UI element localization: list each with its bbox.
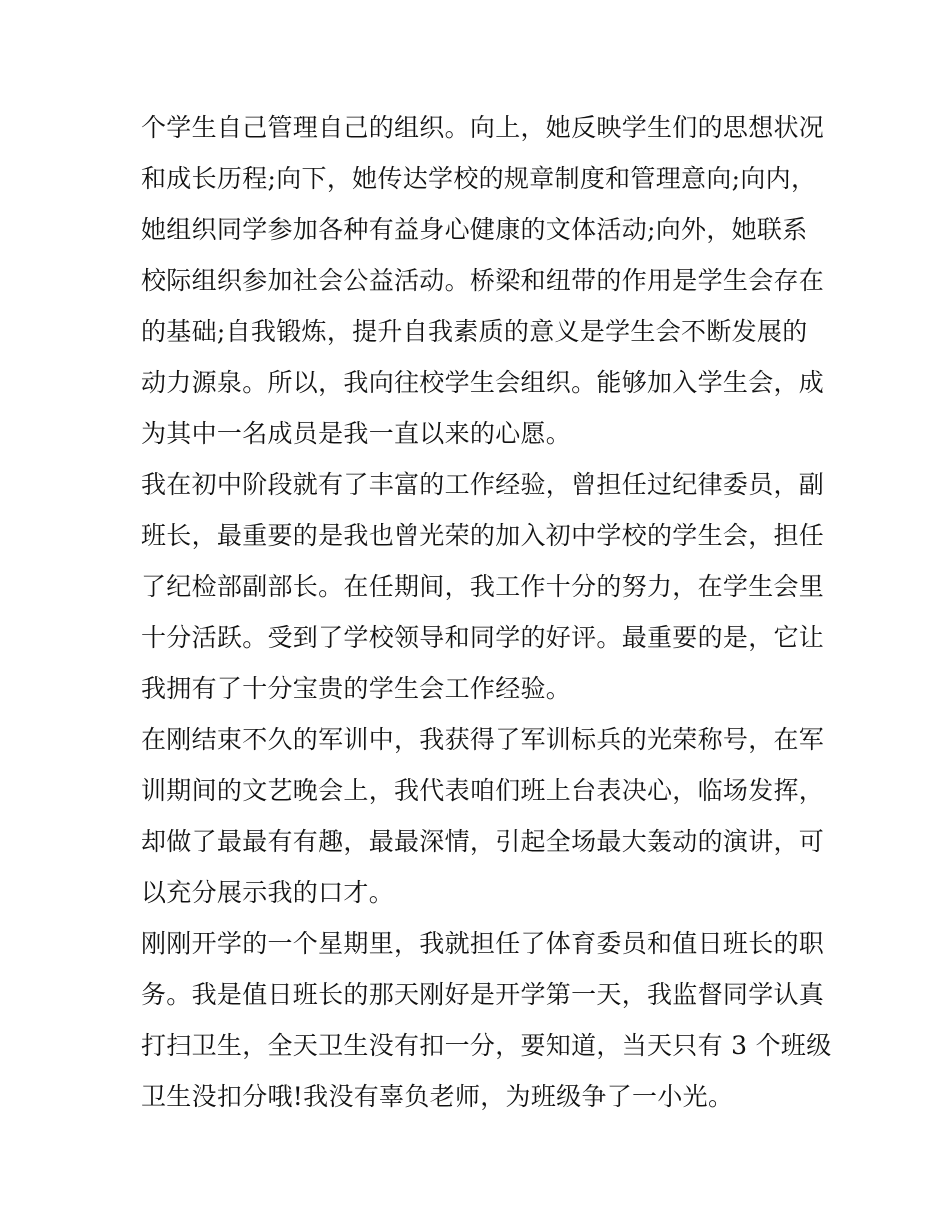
text-line: 以充分展示我的口才。 [141, 878, 395, 907]
text-line: 个学生自己管理自己的组织。向上，她反映学生们的思想状况 [141, 113, 825, 142]
text-line: 动力源泉。所以，我向往校学生会组织。能够加入学生会，成 [141, 368, 825, 397]
text-line: 训期间的文艺晚会上，我代表咱们班上台表决心，临场发挥， [141, 776, 825, 805]
text-line: 我拥有了十分宝贵的学生会工作经验。 [141, 674, 572, 703]
text-line: 为其中一名成员是我一直以来的心愿。 [141, 419, 572, 448]
text-line: 我在初中阶段就有了丰富的工作经验，曾担任过纪律委员，副 [141, 470, 825, 499]
text-line: 和成长历程;向下，她传达学校的规章制度和管理意向;向内， [141, 164, 817, 193]
text-line: 在刚结束不久的军训中，我获得了军训标兵的光荣称号，在军 [141, 725, 825, 754]
text-line: 她组织同学参加各种有益身心健康的文体活动;向外，她联系 [141, 215, 808, 244]
text-line: 校际组织参加社会公益活动。桥梁和纽带的作用是学生会存在 [141, 266, 825, 295]
text-line: 卫生没扣分哦!我没有辜负老师，为班级争了一小光。 [141, 1082, 734, 1111]
text-line: 却做了最最有有趣，最最深情，引起全场最大轰动的演讲，可 [141, 827, 825, 856]
text-line: 了纪检部副部长。在任期间，我工作十分的努力，在学生会里 [141, 572, 825, 601]
text-line: 班长，最重要的是我也曾光荣的加入初中学校的学生会，担任 [141, 521, 825, 550]
text-line: 务。我是值日班长的那天刚好是开学第一天，我监督同学认真 [141, 980, 825, 1009]
text-line: 的基础;自我锻炼，提升自我素质的意义是学生会不断发展的 [141, 317, 808, 346]
text-line: 十分活跃。受到了学校领导和同学的好评。最重要的是，它让 [141, 623, 825, 652]
text-line: 打扫卫生，全天卫生没有扣一分，要知道，当天只有 3 个班级 [141, 1031, 832, 1060]
text-line: 刚刚开学的一个星期里，我就担任了体育委员和值日班长的职 [141, 929, 825, 958]
